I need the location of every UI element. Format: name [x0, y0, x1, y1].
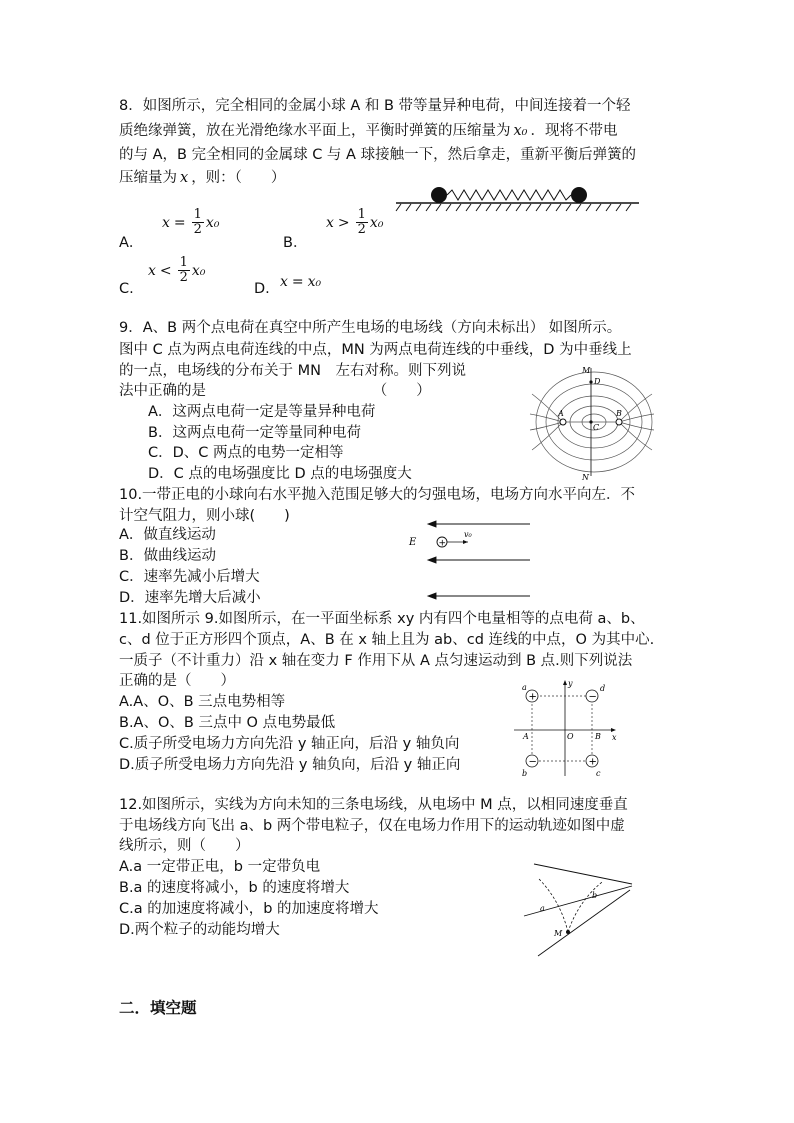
label-n: N — [582, 473, 589, 482]
label-a: A — [558, 409, 564, 418]
less-than-sign: < — [159, 262, 172, 279]
q11-line-3: 一质子（不计重力）沿 x 轴在变力 F 作用下从 A 点匀速运动到 B 点.则下列说法 — [119, 653, 633, 669]
label-a: a — [522, 683, 527, 692]
q11-option-a: A.A、O、B 三点电势相等 — [119, 694, 286, 710]
q11-line-2: c、d 位于正方形四个顶点，A、B 在 x 轴上且为 ab、cd 连线的中点，O 为其中心. — [119, 632, 655, 648]
label-d: d — [600, 684, 606, 693]
q8-line-2 — [119, 121, 618, 143]
q8-option-c-label: C. — [119, 281, 134, 297]
x0-symbol: x₀ — [369, 214, 384, 231]
plus-sign-icon: + — [588, 756, 597, 768]
q12-line-2: 于电场线方向飞出 a、b 两个带电粒子，仅在电场力作用下的运动轨迹如图中虚 — [119, 818, 625, 834]
label-x: x — [612, 733, 617, 742]
field-line-bottom — [538, 890, 630, 956]
q9-option-a: A．这两点电荷一定是等量异种电荷 — [148, 404, 376, 420]
label-d: D — [594, 377, 601, 386]
q8-line-4 — [119, 168, 285, 190]
half-fraction — [178, 256, 190, 285]
label-v0: v₀ — [464, 530, 472, 539]
label-a: a — [540, 904, 545, 913]
label-b: B — [616, 409, 622, 418]
q8-line-3: 的与 A，B 完全相同的金属球 C 与 A 球接触一下，然后拿走，重新平衡后弹簧的 — [119, 147, 637, 163]
trajectory-b — [568, 882, 602, 932]
q10-option-c: C．速率先减小后增大 — [119, 569, 260, 585]
charge-a — [560, 419, 566, 425]
y-axis-arrowhead — [563, 680, 567, 685]
q11-option-d: D.质子所受电场力方向先沿 y 轴负向，后沿 y 轴正向 — [119, 757, 461, 773]
label-m: M — [554, 929, 563, 938]
q10-line-2: 计空气阻力，则小球( ) — [119, 508, 290, 524]
label-y: y — [568, 679, 573, 688]
field-line-top — [534, 864, 632, 884]
label-point-b: B — [595, 732, 601, 741]
q11-option-b: B.A、O、B 三点中 O 点电势最低 — [119, 715, 336, 731]
q11-line-4: 正确的是（ ） — [119, 673, 235, 689]
half-fraction — [192, 208, 204, 237]
label-point-a: A — [523, 732, 529, 741]
x-symbol: x — [180, 170, 189, 186]
q8-line-2-text: 质绝缘弹簧，放在光滑绝缘水平面上，平衡时弹簧的压缩量为 — [119, 123, 511, 139]
point-d — [589, 380, 592, 383]
label-o: O — [567, 732, 574, 741]
minus-sign-icon: − — [528, 756, 537, 768]
section-two-title: 二．填空题 — [119, 999, 197, 1017]
q8-line-4-text: 压缩量为 — [119, 170, 177, 186]
label-c: c — [596, 769, 601, 778]
q12-line-3: 线所示，则（ ） — [119, 838, 250, 854]
q9-line-1: 9．A、B 两个点电荷在真空中所产生电场的电场线（方向未标出） 如图所示。 — [119, 320, 622, 336]
velocity-arrowhead — [463, 540, 468, 544]
ball-b — [571, 187, 587, 203]
minus-sign-icon: − — [588, 691, 597, 703]
q9-field-line-figure — [530, 364, 660, 482]
label-c: C — [593, 423, 600, 432]
x0-symbol: x₀ — [205, 214, 220, 231]
denominator: 2 — [193, 222, 202, 237]
q11-charge-square-figure — [510, 678, 620, 778]
x-symbol: x — [162, 214, 170, 231]
q12-option-c: C.a 的加速度将减小，b 的加速度将增大 — [119, 901, 379, 917]
q10-option-d: D．速率先增大后减小 — [119, 590, 261, 606]
q12-line-1: 12.如图所示，实线为方向未知的三条电场线，从电场中 M 点，以相同速度垂直 — [119, 797, 628, 813]
q11-line-1: 11.如图所示 9.如图所示，在一平面坐标系 xy 内有四个电量相等的点电荷 a、b、 — [119, 611, 645, 627]
q9-option-b: B．这两点电荷一定等量同种电荷 — [148, 425, 361, 441]
label-b: b — [592, 891, 598, 900]
q8-option-b-math — [326, 208, 383, 237]
point-m — [566, 930, 570, 934]
denominator: 2 — [357, 222, 366, 237]
q12-option-a: A.a 一定带正电，b 一定带负电 — [119, 859, 321, 875]
plus-sign-icon: + — [438, 538, 447, 549]
label-m: M — [582, 366, 591, 375]
label-b: b — [522, 769, 528, 778]
x-symbol: x — [280, 274, 288, 290]
q10-option-a: A．做直线运动 — [119, 527, 216, 543]
q12-trajectory-figure — [520, 860, 640, 960]
numerator: 1 — [193, 207, 202, 222]
q8-option-c-math — [148, 256, 205, 285]
q10-uniform-field-figure — [406, 518, 536, 602]
q9-option-c: C．D、C 两点的电势一定相等 — [148, 445, 344, 461]
q12-option-b: B.a 的速度将减小，b 的速度将增大 — [119, 880, 350, 896]
x-symbol: x — [326, 214, 334, 231]
q9-line-4: 法中正确的是 （ ） — [119, 383, 431, 399]
q10-line-1: 10.一带正电的小球向右水平抛入范围足够大的匀强电场，电场方向水平向左．不 — [119, 487, 636, 503]
field-label-e: E — [409, 537, 417, 548]
half-fraction — [356, 208, 368, 237]
spring — [447, 190, 571, 200]
x0-symbol: x₀ — [513, 123, 528, 139]
numerator: 1 — [179, 255, 188, 270]
q8-line-2-text-end: ．现将不带电 — [530, 123, 618, 139]
numerator: 1 — [357, 207, 366, 222]
x0-symbol: x₀ — [191, 262, 206, 279]
denominator: 2 — [179, 270, 188, 285]
charge-b — [616, 419, 622, 425]
q8-option-a-math — [162, 208, 219, 237]
x0-symbol: x₀ — [307, 274, 322, 290]
q8-figure — [396, 184, 646, 214]
x-axis-arrowhead — [611, 728, 616, 732]
plus-sign-icon: + — [528, 691, 537, 703]
q8-option-d-label: D. — [254, 281, 270, 297]
q8-option-d-math — [280, 274, 321, 290]
q8-line-4-text-end: ，则：（ ） — [191, 170, 286, 186]
q9-option-d: D．C 点的电场强度比 D 点的电场强度大 — [148, 466, 412, 482]
q9-line-3: 的一点，电场线的分布关于 MN 左右对称。则下列说 — [119, 363, 466, 379]
q8-option-b-label: B． — [283, 235, 308, 251]
ball-a — [431, 187, 447, 203]
q11-option-c: C.质子所受电场力方向先沿 y 轴正向，后沿 y 轴负向 — [119, 736, 460, 752]
x-symbol: x — [148, 262, 156, 279]
equals-sign: = — [291, 274, 304, 290]
q8-line-1: 8．如图所示，完全相同的金属小球 A 和 B 带等量异种电荷，中间连接着一个轻 — [119, 98, 631, 114]
greater-than-sign: > — [337, 214, 350, 231]
q12-option-d: D.两个粒子的动能均增大 — [119, 922, 280, 938]
equals-sign: = — [173, 214, 186, 231]
q9-line-2: 图中 C 点为两点电荷连线的中点，MN 为两点电荷连线的中垂线，D 为中垂线上 — [119, 342, 632, 358]
q8-option-a-label: A． — [119, 235, 144, 251]
q10-option-b: B．做曲线运动 — [119, 548, 216, 564]
